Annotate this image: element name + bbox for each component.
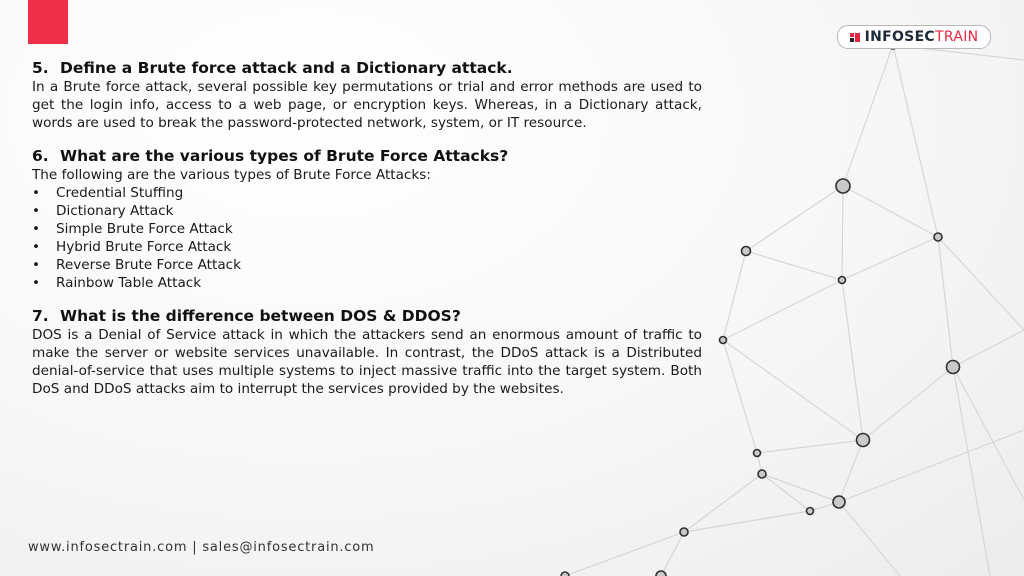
question-6 (32, 146, 702, 292)
question-title (32, 58, 702, 78)
bullet-icon: • (32, 185, 41, 201)
footer-contact: www.infosectrain.com | sales@infosectrain.com (28, 540, 375, 555)
logo-text-infosec: INFOSEC (864, 29, 936, 45)
list-item (32, 256, 702, 274)
question-title (32, 146, 702, 166)
question-7 (32, 306, 702, 398)
list-item (32, 184, 702, 202)
bullet-icon: • (32, 239, 41, 255)
list-item (32, 274, 702, 292)
list-item-text: Rainbow Table Attack (56, 275, 202, 291)
question-number: 7. (32, 307, 49, 325)
question-title-text: What are the various types of Brute Force Attacks? (60, 147, 509, 165)
question-answer: DOS is a Denial of Service attack in which the attackers send an enormous amount of traffic to make the server or website services unavailable. In contrast, the DDoS attack is a Distributed denial-of-service that uses multiple systems to inject massive traffic into the target system. Both DoS and DDoS attacks aim to interrupt the services provided by the websites. (32, 327, 702, 397)
infosectrain-logo (837, 25, 991, 49)
bullet-icon: • (32, 275, 41, 291)
question-5 (32, 58, 702, 132)
question-number: 6. (32, 147, 49, 165)
list-item-text: Credential Stuffing (56, 185, 184, 201)
question-answer: In a Brute force attack, several possible key permutations or trial and error methods are used to get the login info, access to a web page, or encryption keys. Whereas, in a Dictionary attack, words are used to break the password-protected network, system, or IT resource. (32, 79, 702, 131)
question-intro: The following are the various types of Brute Force Attacks: (32, 167, 431, 183)
bullet-icon: • (32, 257, 41, 273)
qa-content (32, 58, 702, 412)
logo-mark-icon (850, 32, 860, 42)
question-title-text: Define a Brute force attack and a Dictionary attack. (60, 59, 513, 77)
list-item (32, 220, 702, 238)
list-item (32, 238, 702, 256)
list-item-text: Reverse Brute Force Attack (56, 257, 242, 273)
question-title-text: What is the difference between DOS & DDOS? (60, 307, 461, 325)
question-number: 5. (32, 59, 49, 77)
attack-types-list (32, 184, 702, 292)
list-item-text: Dictionary Attack (56, 203, 174, 219)
list-item (32, 202, 702, 220)
logo-text-train: TRAIN (935, 29, 979, 45)
bullet-icon: • (32, 203, 41, 219)
list-item-text: Hybrid Brute Force Attack (56, 239, 232, 255)
list-item-text: Simple Brute Force Attack (56, 221, 233, 237)
question-title (32, 306, 702, 326)
bullet-icon: • (32, 221, 41, 237)
